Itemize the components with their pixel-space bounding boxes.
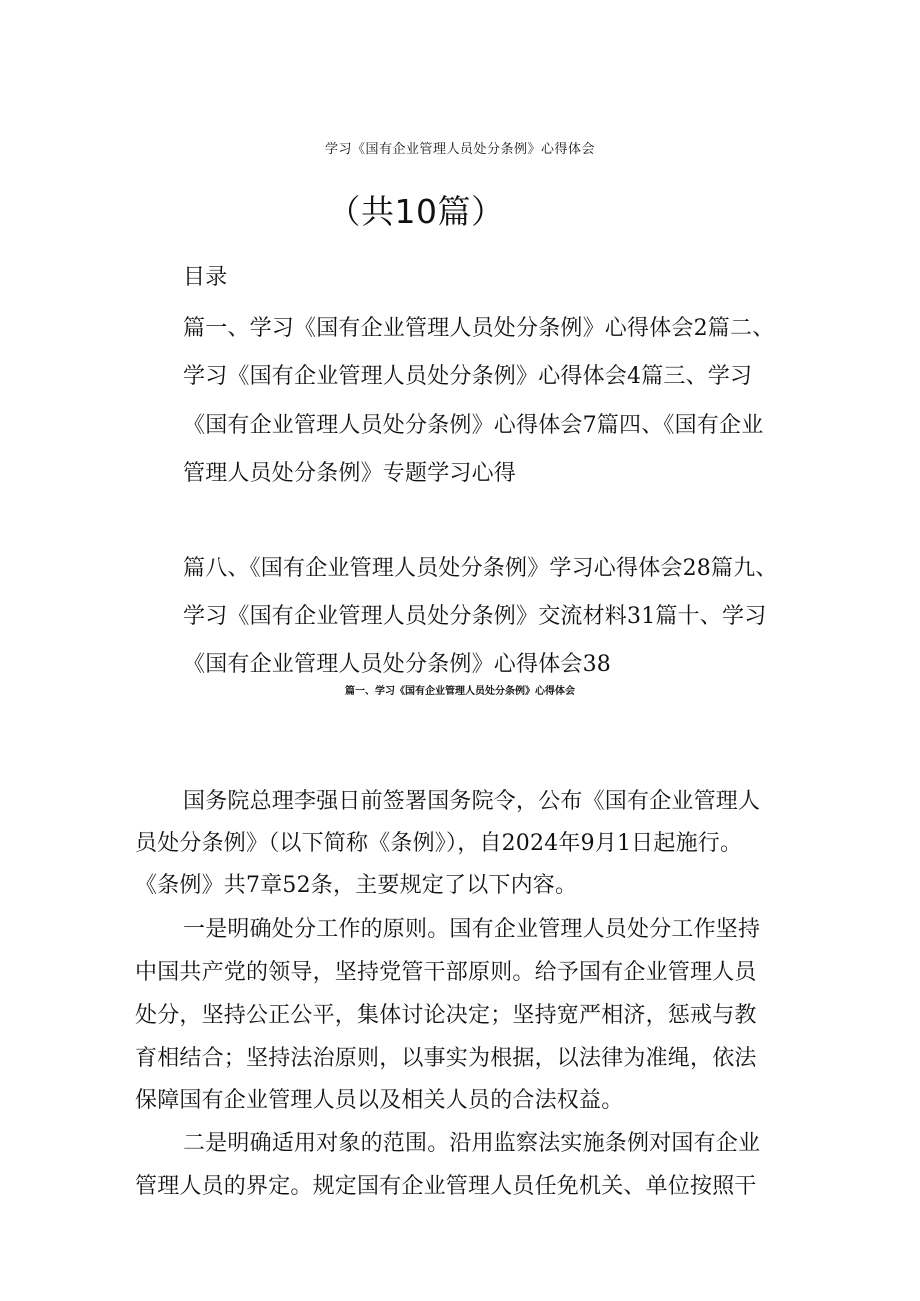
toc-line: 篇八、《国有企业管理人员处分条例》学习心得体会28篇九、	[183, 556, 778, 581]
body-line: 一是明确处分工作的原则。国有企业管理人员处分工作坚持	[183, 917, 761, 942]
body-line: 保障国有企业管理人员以及相关人员的合法权益。	[135, 1088, 624, 1113]
body-line: 《条例》共7章52条，主要规定了以下内容。	[135, 873, 578, 898]
body-line: 国务院总理李强日前签署国务院令，公布《国有企业管理人	[183, 789, 761, 814]
body-line: 管理人员的界定。规定国有企业管理人员任免机关、单位按照干	[135, 1174, 757, 1199]
toc-line: 学习《国有企业管理人员处分条例》心得体会4篇三、学习	[183, 364, 753, 389]
body-line: 员处分条例》（以下简称《条例》），自2024年9月1日起施行。	[135, 831, 743, 856]
body-line: 中国共产党的领导，坚持党管干部原则。给予国有企业管理人员	[135, 960, 757, 985]
body-line: 二是明确适用对象的范围。沿用监察法实施条例对国有企业	[183, 1131, 761, 1156]
body-line: 育相结合；坚持法治原则，以事实为根据，以法律为准绳，依法	[135, 1046, 757, 1071]
toc-line: 《国有企业管理人员处分条例》心得体会7篇四、《国有企业	[183, 413, 764, 438]
toc-label: 目录	[183, 265, 228, 290]
toc-line: 管理人员处分条例》专题学习心得	[183, 461, 517, 486]
toc-line: 篇一、学习《国有企业管理人员处分条例》心得体会2篇二、	[183, 316, 775, 341]
document-subtitle: （共10篇）	[327, 192, 505, 231]
body-line: 处分，坚持公正公平，集体讨论决定；坚持宽严相济，惩戒与教	[135, 1003, 757, 1028]
section-heading: 篇一、学习《国有企业管理人员处分条例》心得体会	[345, 686, 575, 697]
toc-line: 《国有企业管理人员处分条例》心得体会38	[183, 652, 611, 677]
toc-line: 学习《国有企业管理人员处分条例》交流材料31篇十、学习	[183, 604, 767, 629]
document-title: 学习《国有企业管理人员处分条例》心得体会	[324, 142, 595, 157]
